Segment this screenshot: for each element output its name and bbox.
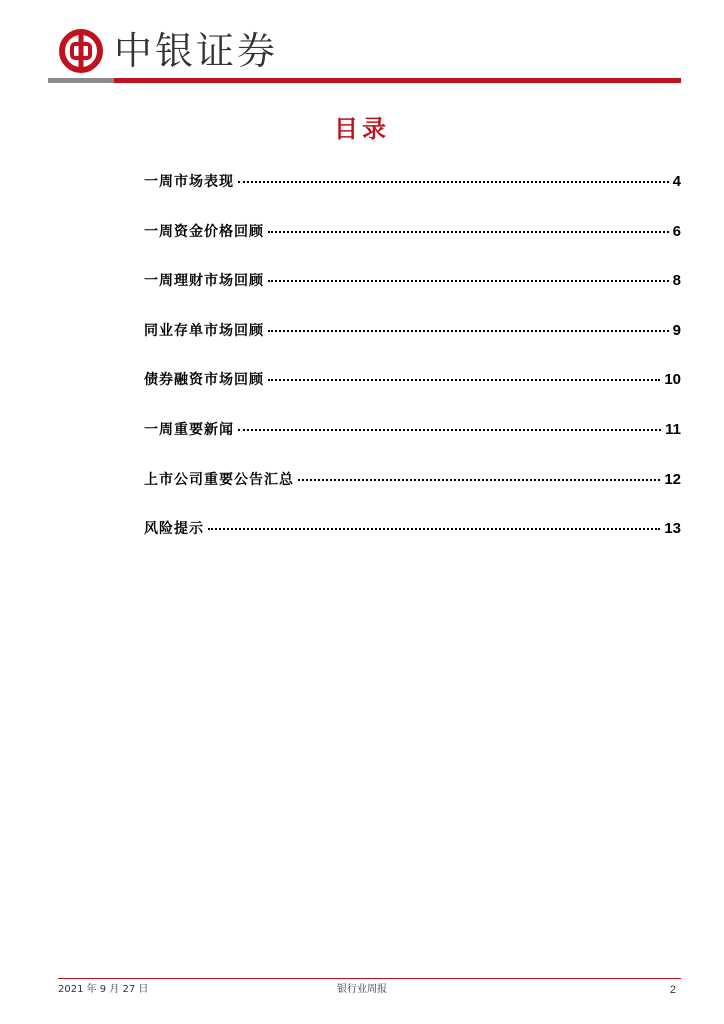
bank-of-china-logo-icon [58,28,104,74]
toc-dot-leader [268,330,669,332]
toc-entry-interbank-cd[interactable] [144,317,681,367]
header-rule-grey [48,78,114,83]
toc-dot-leader [238,429,661,431]
toc-entry-label: 风险提示 [144,521,204,538]
toc-entry-company-announcements[interactable] [144,466,681,516]
toc-title: 目录 [334,115,390,143]
footer-date: 2021 年 9 月 27 日 [58,984,149,995]
toc-entry-label: 同业存单市场回顾 [144,322,264,339]
toc-dot-leader [298,479,660,481]
toc-list [144,168,681,565]
toc-entry-label: 上市公司重要公告汇总 [144,471,294,488]
toc-dot-leader [208,528,660,530]
toc-dot-leader [268,231,669,233]
toc-dot-leader [268,280,669,282]
toc-entry-label: 一周重要新闻 [144,421,234,438]
toc-dot-leader [238,181,669,183]
toc-entry-market-performance[interactable] [144,168,681,218]
company-name: 中银证券 [114,29,279,73]
toc-entry-bond-financing[interactable] [144,366,681,416]
toc-entry-risk-warning[interactable] [144,515,681,565]
toc-entry-page: 6 [672,222,681,240]
header-rule-red [114,78,681,83]
toc-entry-label: 一周市场表现 [144,174,234,190]
toc-entry-wealth-management[interactable] [144,267,681,317]
footer-page-number: 2 [669,984,676,996]
toc-entry-label: 债券融资市场回顾 [144,372,264,389]
toc-entry-label: 一周理财市场回顾 [144,273,264,290]
toc-entry-page: 12 [664,470,681,488]
toc-entry-page: 10 [664,371,681,389]
toc-entry-page: 13 [664,520,681,538]
toc-dot-leader [268,379,660,381]
toc-entry-page: 11 [665,420,681,438]
toc-entry-page: 9 [672,321,681,339]
toc-entry-page: 8 [672,272,681,290]
toc-entry-label: 一周资金价格回顾 [144,223,264,240]
toc-entry-page: 4 [672,173,681,190]
footer-rule [58,978,681,979]
footer-report-type: 银行业周报 [337,984,387,995]
toc-entry-weekly-news[interactable] [144,416,681,466]
toc-entry-funding-price[interactable] [144,218,681,268]
